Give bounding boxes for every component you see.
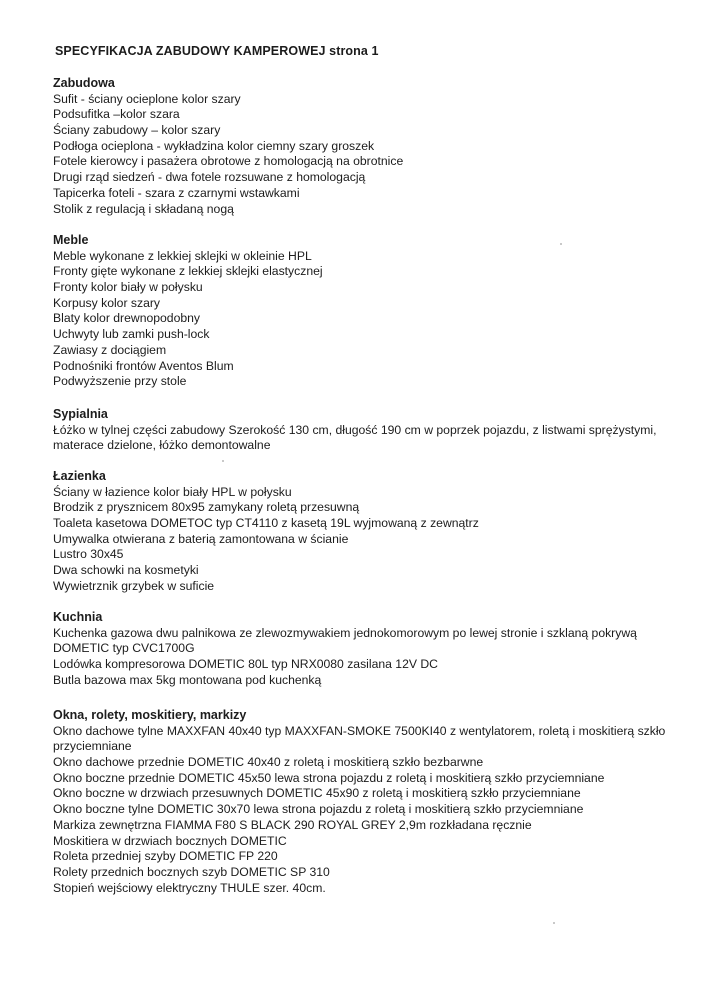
spec-line: Fronty kolor biały w połysku [53,280,203,295]
document-title: SPECYFIKACJA ZABUDOWY KAMPEROWEJ strona 1 [55,44,379,58]
spec-line: Korpusy kolor szary [53,295,161,310]
spec-line: Toaleta kasetowa DOMETOC typ CT4110 z kasetą 19L wyjmowaną z zewnątrz [53,516,479,531]
spec-line: materace dzielone, łóżko demontowalne [53,438,271,453]
spec-line: Uchwyty lub zamki push-lock [53,327,210,342]
spec-line: Drugi rząd siedzeń - dwa fotele rozsuwane z homologacją [53,170,366,185]
section-sypialnia [53,407,673,454]
spec-line: Podnośniki frontów Aventos Blum [53,358,234,373]
spec-line: Fotele kierowcy i pasażera obrotowe z homologacją na obrotnice [53,154,404,169]
spec-line: Lustro 30x45 [53,547,124,562]
spec-line: Sufit - ściany ocieplone kolor szary [53,91,241,106]
spec-line: Okno dachowe przednie DOMETIC 40x40 z roletą i moskitierą szkło bezbarwne [53,755,484,770]
spec-line: Roleta przedniej szyby DOMETIC FP 220 [53,849,278,864]
spec-line: Moskitiera w drzwiach bocznych DOMETIC [53,833,287,848]
spec-line: Okno boczne w drzwiach przesuwnych DOMETIC 45x90 z roletą i moskitierą szkło przyciemniane [53,786,581,801]
section-heading: Meble [53,233,89,247]
section-okna [53,708,673,896]
section-heading: Okna, rolety, moskitiery, markizy [53,708,247,722]
scan-speck [560,243,562,245]
section-heading: Kuchnia [53,610,103,624]
spec-line: Okno boczne tylne DOMETIC 30x70 lewa strona pojazdu z roletą i moskitierą szkło przyciemniane [53,802,584,817]
spec-line: Blaty kolor drewnopodobny [53,311,201,326]
spec-line: Brodzik z prysznicem 80x95 zamykany roletą przesuwną [53,500,360,515]
spec-line: Zawiasy z dociągiem [53,342,167,357]
spec-line: Ściany w łazience kolor biały HPL w połysku [53,484,292,499]
spec-line: Lodówka kompresorowa DOMETIC 80L typ NRX0080 zasilana 12V DC [53,657,438,672]
scan-speck [222,460,224,462]
spec-line: Stopień wejściowy elektryczny THULE szer. 40cm. [53,880,326,895]
spec-line: Butla bazowa max 5kg montowana pod kuchenką [53,672,322,687]
spec-line: Umywalka otwierana z baterią zamontowana w ścianie [53,531,349,546]
spec-line: Kuchenka gazowa dwu palnikowa ze zlewozmywakiem jednokomorowym po lewej stronie i szklaną pokrywą [53,625,637,640]
section-heading: Łazienka [53,469,106,483]
spec-line: Podłoga ocieplona - wykładzina kolor ciemny szary groszek [53,138,375,153]
spec-line: Okno boczne przednie DOMETIC 45x50 lewa strona pojazdu z roletą i moskitierą szkło przyciemniane [53,770,605,785]
spec-line: Meble wykonane z lekkiej sklejki w okleinie HPL [53,248,312,263]
section-heading: Zabudowa [53,76,115,90]
spec-line: Tapicerka foteli - szara z czarnymi wstawkami [53,185,300,200]
spec-line: Dwa schowki na kosmetyki [53,563,199,578]
spec-line: Podsufitka –kolor szara [53,107,180,122]
spec-line: Łóżko w tylnej części zabudowy Szerokość 130 cm, długość 190 cm w poprzek pojazdu, z listwami sprężystymi, [53,422,657,437]
section-heading: Sypialnia [53,407,108,421]
spec-line: DOMETIC typ CVC1700G [53,641,195,656]
spec-line: Ściany zabudowy – kolor szary [53,123,221,138]
section-zabudowa [53,76,673,217]
section-kuchnia [53,610,673,688]
spec-line: Okno dachowe tylne MAXXFAN 40x40 typ MAXXFAN-SMOKE 7500KI40 z wentylatorem, roletą i moskitierą szkło [53,723,666,738]
spec-line: przyciemniane [53,739,132,754]
spec-line: Podwyższenie przy stole [53,374,187,389]
spec-line: Stolik z regulacją i składaną nogą [53,201,234,216]
scan-speck [553,922,555,924]
spec-line: Fronty gięte wykonane z lekkiej sklejki elastycznej [53,264,323,279]
spec-line: Wywietrznik grzybek w suficie [53,578,215,593]
spec-line: Markiza zewnętrzna FIAMMA F80 S BLACK 290 ROYAL GREY 2,9m rozkładana ręcznie [53,817,532,832]
section-lazienka [53,469,673,595]
section-meble [53,233,673,390]
spec-line: Rolety przednich bocznych szyb DOMETIC SP 310 [53,864,330,879]
